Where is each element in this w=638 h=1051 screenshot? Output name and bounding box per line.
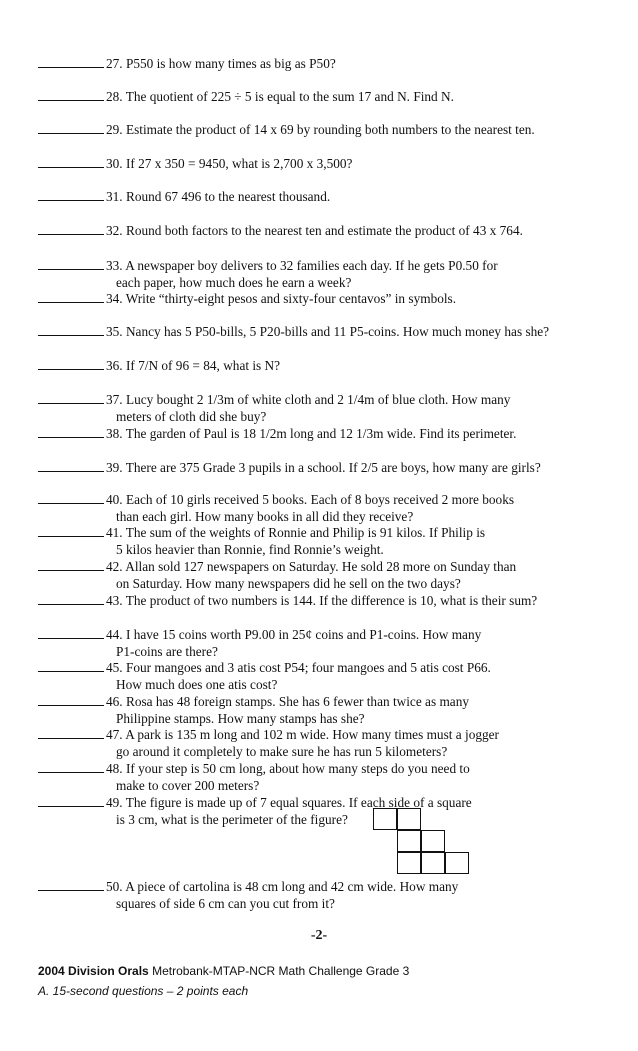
question-number: 28. [106,89,123,104]
question-item [38,491,514,525]
answer-blank[interactable] [38,659,104,672]
answer-blank[interactable] [38,878,104,891]
question-item [38,726,499,760]
question-text: A piece of cartolina is 48 cm long and 42 cm wide. How many [125,879,459,894]
question-text-continued: meters of cloth did she buy? [116,409,267,424]
question-item [38,257,498,291]
question-number: 46. [106,694,123,709]
question-item [38,659,491,693]
question-text-continued: on Saturday. How many newspapers did he sell on the two days? [116,576,461,591]
figure-square [397,830,421,852]
question-text-continued: go around it completely to make sure he has run 5 kilometers? [116,744,448,759]
question-item [38,55,336,72]
answer-blank[interactable] [38,425,104,438]
question-text: Rosa has 48 foreign stamps. She has 6 fewer than twice as many [125,694,470,709]
question-text: Round 67 496 to the nearest thousand. [125,189,331,204]
question-item [38,121,535,138]
question-text: If 27 x 350 = 9450, what is 2,700 x 3,500? [125,156,353,171]
figure-square [397,808,421,830]
figure-square [373,808,397,830]
answer-blank[interactable] [38,323,104,336]
figure-square [445,852,469,874]
question-item [38,592,537,609]
answer-blank[interactable] [38,626,104,639]
question-text: Nancy has 5 P50-bills, 5 P20-bills and 11 P5-coins. How much money has she? [125,324,550,339]
page-number: -2- [310,928,328,943]
question-text: A newspaper boy delivers to 32 families each day. If he gets P0.50 for [125,258,498,273]
question-number: 33. [106,258,123,273]
question-number: 48. [106,761,123,776]
question-text-continued: than each girl. How many books in all did they receive? [116,509,414,524]
question-item [38,290,456,307]
question-text: P550 is how many times as big as P50? [125,56,336,71]
question-number: 41. [106,525,123,540]
question-item [38,425,516,442]
question-item [38,760,470,794]
question-number: 43. [106,593,123,608]
question-item [38,188,330,205]
question-number: 45. [106,660,123,675]
question-item [38,558,516,592]
question-text-continued: How much does one atis cost? [116,677,278,692]
question-number: 29. [106,122,123,137]
question-number: 42. [106,559,123,574]
question-text: The garden of Paul is 18 1/2m long and 12 1/3m wide. Find its perimeter. [125,426,517,441]
figure-square [421,852,445,874]
question-text: Lucy bought 2 1/3m of white cloth and 2 1/4m of blue cloth. How many [125,392,511,407]
question-number: 30. [106,156,123,171]
question-number: 47. [106,727,123,742]
question-number: 36. [106,358,123,373]
question-text: The product of two numbers is 144. If the difference is 10, what is their sum? [125,593,538,608]
answer-blank[interactable] [38,257,104,270]
question-item [38,459,541,476]
question-text: Each of 10 girls received 5 books. Each of 8 boys received 2 more books [125,492,515,507]
question-text: The figure is made up of 7 equal squares. If each side of a square [125,795,472,810]
answer-blank[interactable] [38,222,104,235]
question-text-continued: 5 kilos heavier than Ronnie, find Ronnie’s weight. [116,542,384,557]
question-text: If your step is 50 cm long, about how many steps do you need to [125,761,470,776]
question-text: Allan sold 127 newspapers on Saturday. He sold 28 more on Sunday than [125,559,517,574]
question-item [38,391,510,425]
answer-blank[interactable] [38,357,104,370]
answer-blank[interactable] [38,121,104,134]
question-item [38,88,454,105]
question-number: 34. [106,291,123,306]
answer-blank[interactable] [38,391,104,404]
question-item [38,222,523,239]
question-text-continued: P1-coins are there? [116,644,218,659]
answer-blank[interactable] [38,524,104,537]
question-text-continued: is 3 cm, what is the perimeter of the figure? [116,812,348,827]
question-item [38,878,458,912]
answer-blank[interactable] [38,88,104,101]
question-number: 50. [106,879,123,894]
question-number: 32. [106,223,123,238]
answer-blank[interactable] [38,693,104,706]
question-number: 27. [106,56,123,71]
question-text-continued: squares of side 6 cm can you cut from it? [116,896,335,911]
answer-blank[interactable] [38,155,104,168]
figure-square [421,830,445,852]
question-number: 35. [106,324,123,339]
question-text: I have 15 coins worth P9.00 in 25¢ coins and P1-coins. How many [125,627,482,642]
question-item [38,693,469,727]
question-text-continued: make to cover 200 meters? [116,778,260,793]
answer-blank[interactable] [38,459,104,472]
answer-blank[interactable] [38,726,104,739]
answer-blank[interactable] [38,592,104,605]
question-number: 37. [106,392,123,407]
question-text-continued: Philippine stamps. How many stamps has she? [116,711,365,726]
question-number: 38. [106,426,123,441]
question-number: 39. [106,460,123,475]
question-item [38,524,485,558]
answer-blank[interactable] [38,760,104,773]
question-item [38,626,481,660]
question-text: Four mangoes and 3 atis cost P54; four mangoes and 5 atis cost P66. [125,660,491,675]
answer-blank[interactable] [38,794,104,807]
answer-blank[interactable] [38,491,104,504]
question-text: The quotient of 225 ÷ 5 is equal to the sum 17 and N. Find N. [125,89,454,104]
answer-blank[interactable] [38,188,104,201]
question-text: If 7/N of 96 = 84, what is N? [125,358,281,373]
question-text: A park is 135 m long and 102 m wide. How many times must a jogger [125,727,499,742]
question-text: There are 375 Grade 3 pupils in a school. If 2/5 are boys, how many are girls? [125,460,541,475]
question-number: 31. [106,189,123,204]
question-number: 44. [106,627,123,642]
figure-square [397,852,421,874]
footer-event-title: Metrobank-MTAP-NCR Math Challenge Grade 3 [152,964,410,978]
question-item [38,155,352,172]
footer-event-year: 2004 Division Orals [38,964,149,978]
footer-event [38,964,409,978]
answer-blank[interactable] [38,558,104,571]
question-number: 40. [106,492,123,507]
question-item [38,357,280,374]
question-text: Write “thirty-eight pesos and sixty-four centavos” in symbols. [125,291,457,306]
question-item [38,323,549,340]
question-text-continued: each paper, how much does he earn a week? [116,275,352,290]
answer-blank[interactable] [38,55,104,68]
footer-section: A. 15-second questions – 2 points each [38,984,249,998]
question-text: Round both factors to the nearest ten and estimate the product of 43 x 764. [125,223,523,238]
answer-blank[interactable] [38,290,104,303]
question-text: The sum of the weights of Ronnie and Philip is 91 kilos. If Philip is [125,525,486,540]
question-number: 49. [106,795,123,810]
question-text: Estimate the product of 14 x 69 by rounding both numbers to the nearest ten. [125,122,535,137]
